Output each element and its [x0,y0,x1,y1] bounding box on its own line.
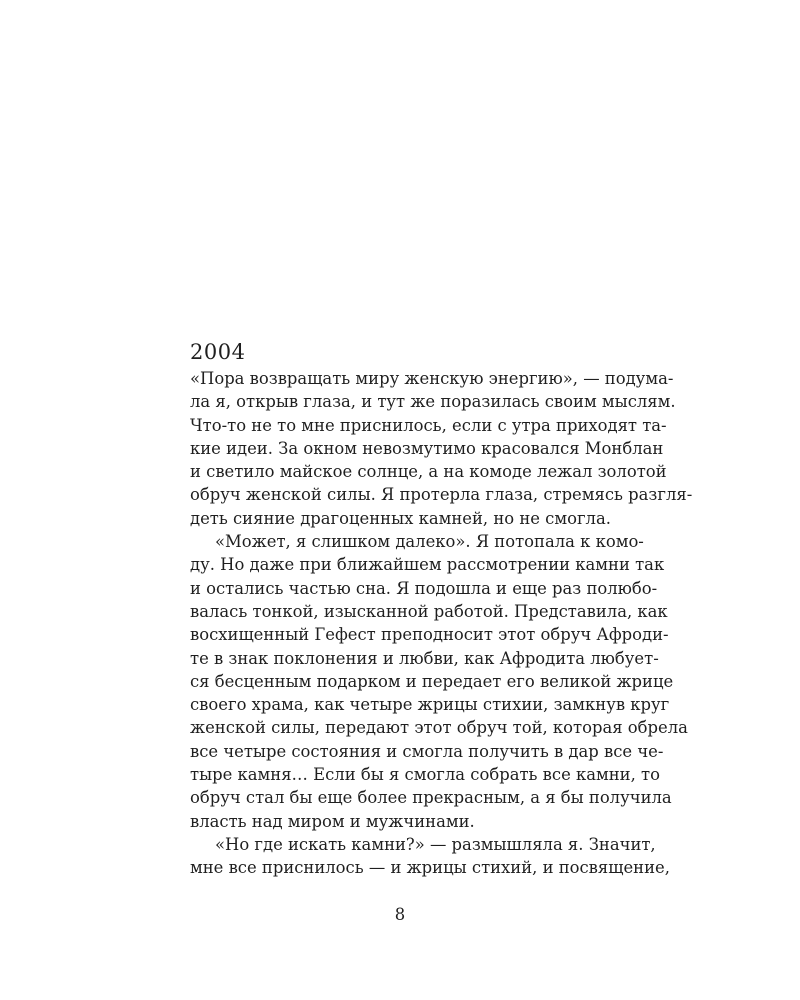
text-line: ду. Но даже при ближайшем рассмотрении камни так [190,555,665,575]
page-number: 8 [394,905,406,924]
text-line: женской силы, передают этот обруч той, которая обрела [190,718,688,738]
text-line: кие идеи. За окном невозмутимо красовался Монблан [190,438,664,458]
text-line: «Может, я слишком далеко». Я потопала к комо- [215,532,644,552]
text-line: валась тонкой, изысканной работой. Представила, как [190,601,668,621]
text-line: ла я, открыв глаза, и тут же поразилась своим мыслям. [190,392,676,412]
text-line: мне все приснилось — и жрицы стихий, и посвящение, [190,858,670,878]
body-text [190,367,693,880]
text-line: обруч женской силы. Я протерла глаза, стремясь разгля- [190,485,693,505]
text-line: «Пора возвращать миру женскую энергию», — подума- [190,369,674,388]
text-line: обруч стал бы еще более прекрасным, а я бы получила [190,788,672,808]
text-line: «Но где искать камни?» — размышляла я. Значит, [215,834,656,854]
text-line: тыре камня… Если бы я смогла собрать все камни, то [190,765,660,785]
text-line: и остались частью сна. Я подошла и еще раз полюбо- [190,578,658,598]
text-line: восхищенный Гефест преподносит этот обруч Афроди- [190,625,669,645]
text-line: ся бесценным подарком и передает его великой жрице [190,671,674,691]
text-line: деть сияние драгоценных камней, но не смогла. [190,508,611,528]
chapter-title: 2004 [190,340,246,364]
text-line: и светило майское солнце, а на комоде лежал золотой [190,462,667,482]
text-line: те в знак поклонения и любви, как Афродита любует- [190,648,659,668]
text-line: Что-то не то мне приснилось, если с утра приходят та- [190,415,667,435]
text-line: все четыре состояния и смогла получить в дар все че- [190,741,664,761]
text-line: власть над миром и мужчинами. [190,811,475,831]
text-line: своего храма, как четыре жрицы стихии, замкнув круг [190,695,670,715]
